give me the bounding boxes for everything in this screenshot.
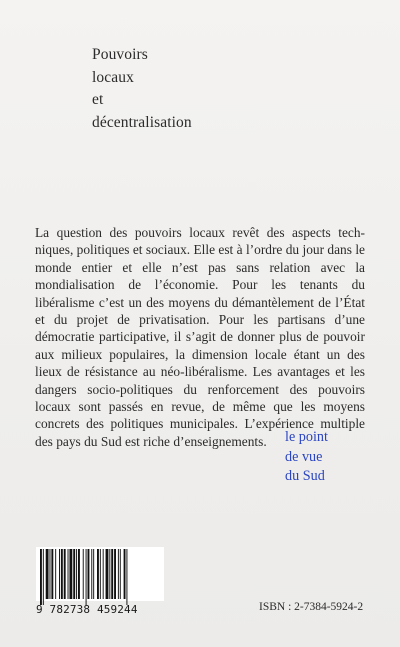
barcode-bar (50, 549, 51, 599)
barcode-bar (86, 549, 87, 605)
barcode-bar (51, 549, 53, 599)
barcode-bar (118, 549, 119, 599)
barcode-bar (100, 549, 101, 599)
barcode-bar (97, 549, 99, 599)
title-line-4: décentralisation (92, 113, 192, 131)
barcode-bar (93, 549, 94, 599)
barcode-bar (111, 549, 113, 599)
book-title (92, 44, 192, 134)
isbn-number: ISBN : 2-7384-5924-2 (259, 601, 364, 613)
barcode-bar (69, 549, 72, 599)
barcode-bar (91, 549, 92, 599)
barcode-bar (68, 549, 69, 599)
description-paragraph: La question des pouvoirs locaux revêt des aspects techniques, politiques et sociaux. Elle est à l’ordre du jour dans le monde entier et elle n’est pas sans relation avec la mondialisation de l’économie. Pour les tenants du libéralisme c’est un des moyens du démantèlement de l’État et du projet de privatisation. Pour les partisans d’une démocratie participative, il s’agit de donner plus de pouvoir aux milieux populaires, la dimension locale étant un des lieux de résistance au néo-libéralisme. Les avantages et les dangers socio-politiques du renforcement des pouvoirs locaux sont passés en revue, de même que les moyens concrets des politiques municipales. L’expérience multiple des pays du Sud est riche d’enseignements. (35, 225, 365, 449)
barcode-bar (59, 549, 60, 599)
barcode-bar (114, 549, 116, 599)
barcode-bar (103, 549, 104, 599)
barcode-bar (120, 549, 121, 599)
barcode-bar (126, 549, 127, 605)
barcode-bar (64, 549, 66, 599)
barcode-bar (61, 549, 63, 599)
barcode-digits: 9 782738 459244 (36, 603, 138, 616)
title-line-2: locaux (92, 68, 134, 86)
series-name (285, 428, 328, 487)
barcode-bar (106, 549, 109, 599)
barcode-bar (43, 549, 44, 605)
title-line-3: et (92, 91, 104, 108)
barcode-bar (124, 549, 126, 599)
barcode-bar (83, 549, 84, 599)
series-line-2: de vue (285, 448, 323, 465)
barcode-bar (46, 549, 49, 599)
series-line-1: le point (285, 429, 328, 445)
barcode-bar (78, 549, 80, 599)
barcode-bar (88, 549, 90, 599)
barcode-bar (73, 549, 75, 599)
barcode-bar (76, 549, 77, 599)
barcode-bar (55, 549, 56, 599)
title-line-1: Pouvoirs (92, 46, 148, 63)
barcode-bar (109, 549, 110, 599)
series-line-3: du Sud (285, 468, 325, 484)
barcode-bar (40, 549, 42, 605)
